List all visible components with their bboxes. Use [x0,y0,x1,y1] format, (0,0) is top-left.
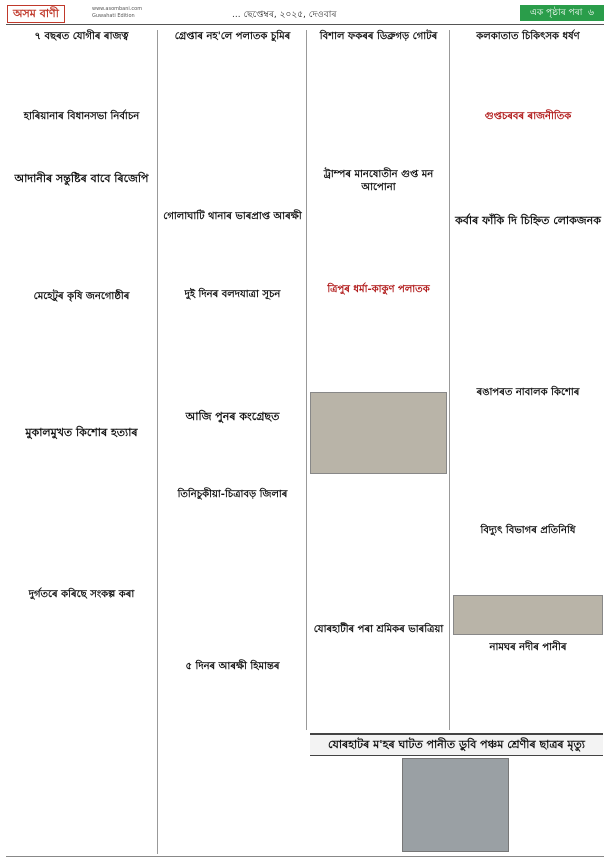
article-headline: আজি পুনৰ কংগ্ৰেছত [185,410,280,423]
bottom-feature-headline: যোৰহাটৰ ম'হৰ ঘাটত পানীত ডুবি পঞ্চম শ্ৰেণীৰ ছাত্ৰৰ মৃত্যু [328,738,585,751]
article [453,524,603,635]
article [8,110,155,166]
column-divider [306,30,307,730]
article-body [161,46,304,204]
issue-date: ... ছেপ্তেম্বৰ, ২০২৫, দেওবাৰ [232,10,337,20]
header-meta [92,6,142,20]
article-body [161,426,304,482]
article [310,30,447,162]
header-meta-line1: www.asombani.com [92,6,143,12]
article-headline: দুই দিনৰ বলদযাত্ৰা সূচন [184,289,281,300]
page-section-badge [520,5,604,21]
article-headline: ত্ৰিপুৰ ধৰ্মা-কাকুণ পলাতক [327,284,430,295]
article-body [310,46,447,162]
column-divider [449,30,450,730]
article-headline: নামঘৰ নদীৰ পানীৰ [489,642,567,653]
article-headline: ট্ৰাম্পৰ মানষোতীন গুপ্ত মন আপোনা [323,169,434,193]
article-body [310,639,447,699]
bottom-feature-body [310,758,397,850]
article-body [453,657,603,715]
article [453,110,603,208]
article [453,641,603,715]
article-body [453,126,603,208]
article [161,488,304,654]
article-headline: গ্ৰেপ্তাৰ নহ'লে পলাতক চুমিৰ [174,31,291,42]
article [161,410,304,482]
article-body [8,188,155,284]
column-3 [310,30,447,705]
article [310,283,447,617]
article-photo [310,392,447,474]
article-headline: ৰঙাপৰত নাবালক কিশোৰ [476,387,580,398]
article [161,288,304,404]
article [161,660,304,726]
article-body [310,477,447,617]
article-photo [453,595,603,635]
article-body [453,230,603,380]
article-headline: দুৰ্গতৰে কৰিছে সংকল্প কৰা [28,589,135,600]
header-meta-line2: Guwahati Edition [92,13,135,19]
article [161,30,304,204]
article-body [8,306,155,420]
article-headline: কলকাতাত চিকিৎসক ধৰ্ষণ [476,31,580,42]
column-divider [157,30,158,854]
article-headline: মুকালমুখত কিশোৰ হত্যাৰ [25,426,138,439]
column-2 [161,30,304,732]
article [310,623,447,699]
section-label: এক পৃষ্ঠাৰ পৰা [530,8,583,18]
article-headline: বিশাল ফকৰৰ ডিব্ৰুগড় গোটৰ [319,31,438,42]
page-number: ৬ [588,8,594,18]
article-body [161,676,304,726]
header-rule [6,24,604,25]
article [161,210,304,282]
article [453,30,603,104]
article-headline: কৰ্বাৰ ফাঁকি দি চিহ্নিত লোকজনক [455,214,601,227]
footer-rule [6,856,604,857]
article [453,214,603,380]
article-headline: যোৰহাটীৰ পৰা শ্ৰমিকৰ ভাৰত্ৰিয়া [313,624,444,635]
article-body [8,46,155,104]
newspaper-logo: অসম বাণী [7,5,65,23]
page-header [0,0,610,28]
article [8,30,155,104]
article-body [453,402,603,518]
bottom-feature-banner [310,733,603,756]
article-headline: আদানীৰ সন্তুষ্টিৰ বাবে ৰিজেপি [14,172,149,185]
article-body [453,540,603,592]
article-body [161,304,304,404]
article-headline: ৫ দিনৰ আৰক্ষী হিমান্তৰ [185,661,280,672]
article-headline: হাৰিয়ানাৰ বিধানসভা নিৰ্বাচন [23,111,140,122]
article-body [8,126,155,166]
bottom-feature-photo [402,758,509,852]
article [8,588,155,754]
article-body [310,299,447,389]
article [310,168,447,277]
article [8,290,155,420]
article-body [8,604,155,754]
article-body [453,46,603,104]
column-4 [453,30,603,721]
article-headline: গুপ্তচৰবৰ ৰাজনীতিক [484,111,572,122]
article-headline: ৭ বছৰত যোগীৰ ৰাজত্ব [34,31,129,42]
article-headline: মেহেটুৰ কৃষি জনগোষ্ঠীৰ [33,291,130,302]
article-body [310,197,447,277]
article-body [161,504,304,654]
article-headline: গোলাঘাটি থানাৰ ভাৰপ্ৰাপ্ত আৰক্ষী [163,211,302,222]
article [8,426,155,582]
article-headline: তিনিচুকীয়া-চিত্ৰাবড় জিলাৰ [177,489,288,500]
article-headline: বিদ্যুৎ বিভাগৰ প্ৰতিনিধি [480,525,576,536]
article-body [8,442,155,582]
article [8,172,155,284]
bottom-feature-body [512,758,603,850]
article [453,386,603,518]
column-1 [8,30,155,760]
article-body [161,226,304,282]
